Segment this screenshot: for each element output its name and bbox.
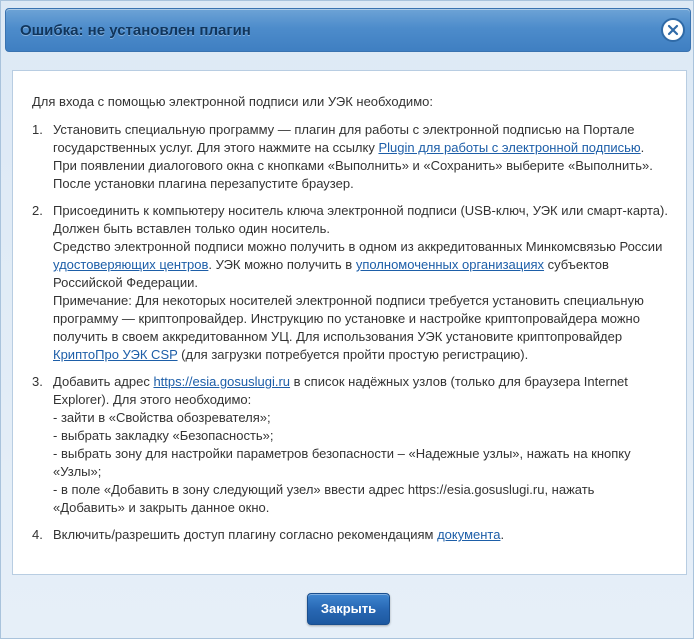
item-text-part: При появлении диалогового окна с кнопками «Выполнить» и «Сохранить» выберите «Выполнить». [53, 158, 653, 173]
item-number: 2. [32, 203, 43, 218]
item-text-part: Установить специальную программу — плагин для работы с электронной подписью на Портале государственных услуг. Для этого нажмите на ссылку [53, 122, 635, 155]
close-dialog-button[interactable]: Закрыть [307, 593, 390, 625]
dialog-content [12, 70, 687, 575]
item-text-part: . УЭК можно получить в [208, 257, 356, 272]
item-number: 4. [32, 527, 43, 542]
item-text-part: - выбрать зону для настройки параметров безопасности – «Надежные узлы», нажать на кнопку «Узлы»; [53, 446, 631, 479]
item-number: 3. [32, 374, 43, 389]
item-text [53, 121, 668, 193]
item-text-part: - зайти в «Свойства обозревателя»; [53, 410, 271, 425]
dialog-title: Ошибка: не установлен плагин [20, 22, 251, 39]
item-text-part: Средство электронной подписи можно получить в одном из аккредитованных Минкомсвязью России [53, 239, 663, 254]
item-text-part: - выбрать закладку «Безопасность»; [53, 428, 274, 443]
item-text [53, 526, 668, 544]
list-item [32, 373, 668, 517]
close-icon [667, 24, 679, 36]
list-item [32, 526, 668, 544]
certification-centers-link[interactable]: удостоверяющих центров [53, 257, 209, 272]
dialog-title-bar [5, 8, 691, 52]
plugin-link[interactable]: Plugin для работы с электронной подписью [378, 140, 641, 155]
item-text-part: . [640, 140, 645, 155]
item-text-part: Примечание: Для некоторых носителей электронной подписи требуется установить специальную программу — криптопровайдер. Инструкцию по установке и настройке криптопровайдера можно получить в своем аккредитованном УЦ. Для использования УЭК установите криптопровайдер [53, 293, 644, 344]
item-text [53, 373, 668, 517]
item-text-part: (для загрузки потребуется пройти простую регистрацию). [177, 347, 529, 362]
item-text-part: в список надёжных узлов (только для браузера Internet Explorer). Для этого необходимо: [53, 374, 628, 407]
list-item [32, 121, 668, 193]
cryptopro-link[interactable]: КриптоПро УЭК CSP [53, 347, 178, 362]
instruction-list [32, 121, 668, 544]
esia-link[interactable]: https://esia.gosuslugi.ru [153, 374, 291, 389]
authorized-organizations-link[interactable]: уполномоченных организациях [355, 257, 545, 272]
document-link[interactable]: документа [437, 527, 501, 542]
item-text-part: субъектов Российской Федерации. [53, 257, 609, 290]
list-item [32, 202, 668, 364]
item-text-part: Включить/разрешить доступ плагину согласно рекомендациям [53, 527, 438, 542]
close-button[interactable] [661, 18, 685, 42]
intro-text: Для входа с помощью электронной подписи или УЭК необходимо: [32, 94, 433, 109]
item-text-part: - в поле «Добавить в зону следующий узел» ввести адрес https://esia.gosuslugi.ru, нажать «Добавить» и закрыть данное окно. [53, 482, 595, 515]
item-text-part: . [500, 527, 505, 542]
item-text-part: Добавить адрес [53, 374, 154, 389]
item-number: 1. [32, 122, 43, 137]
item-text [53, 202, 668, 364]
item-text-part: После установки плагина перезапустите браузер. [53, 176, 354, 191]
item-text-part: Присоединить к компьютеру носитель ключа электронной подписи (USB-ключ, УЭК или смарт-карта). Должен быть вставлен только один носитель. [53, 203, 668, 236]
